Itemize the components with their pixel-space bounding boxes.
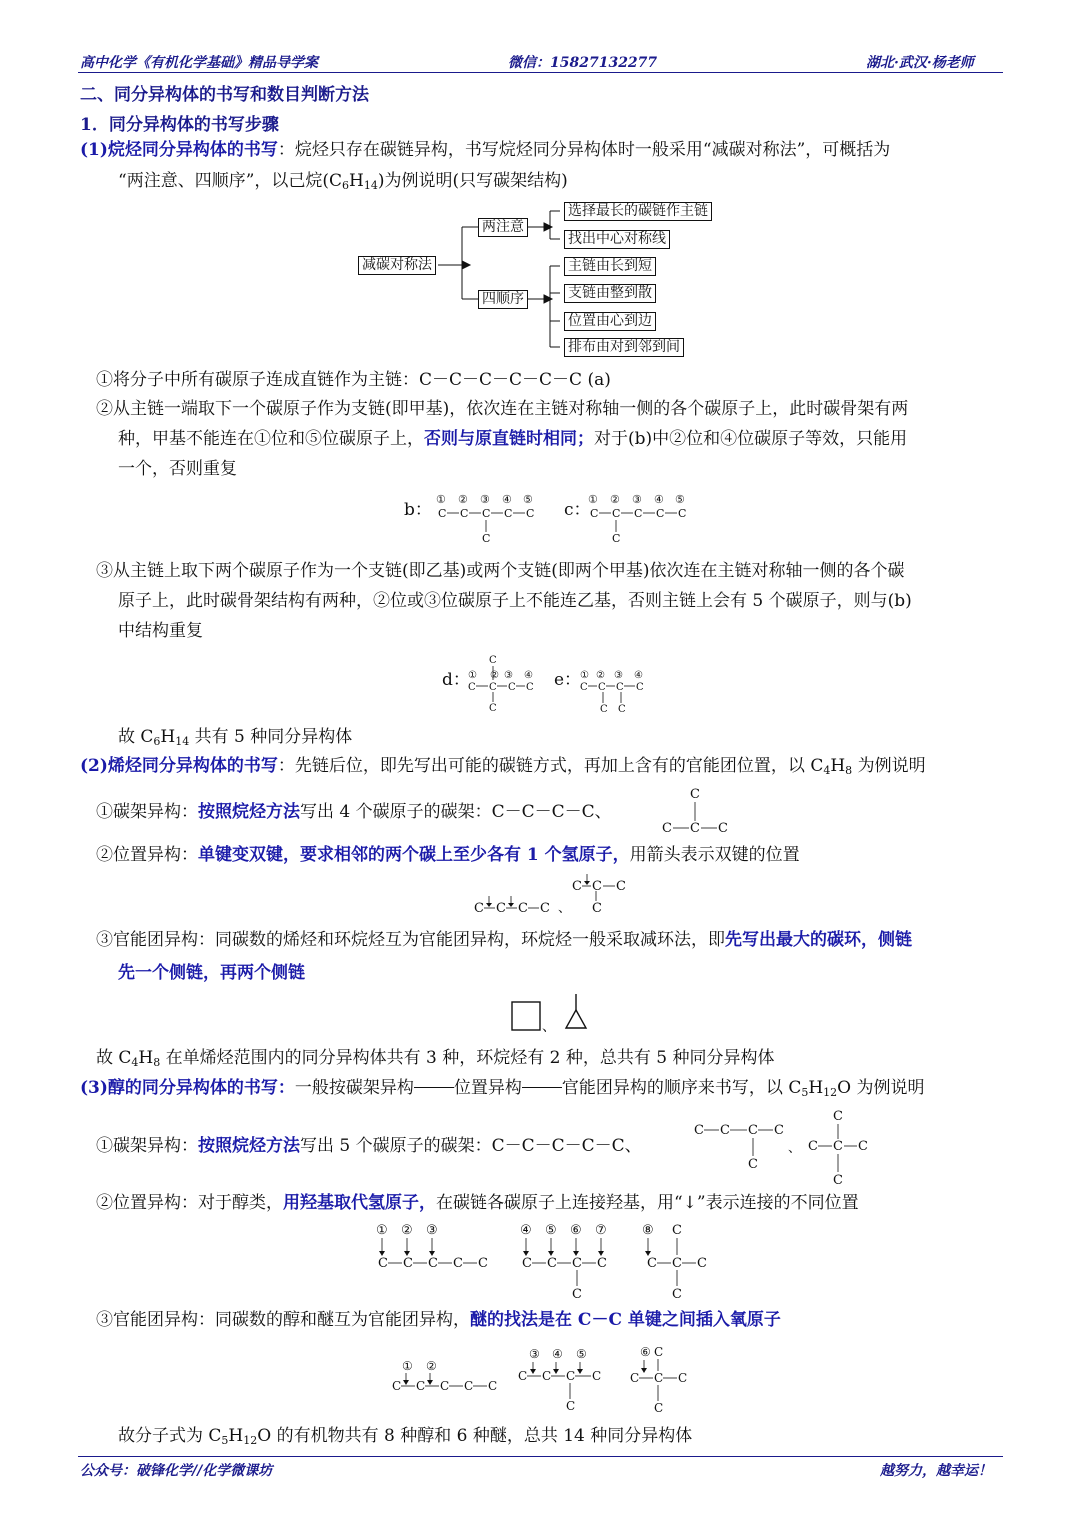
svg-text:⑤: ⑤	[545, 1223, 557, 1238]
svg-text:C: C	[654, 1371, 664, 1385]
header-center: 微信：15827132277	[508, 55, 658, 71]
svg-text:C: C	[580, 682, 588, 693]
svg-text:C: C	[496, 901, 506, 916]
svg-text:④: ④	[654, 493, 664, 506]
svg-text:①: ①	[588, 493, 598, 506]
svg-text:C: C	[612, 532, 621, 545]
svg-text:C: C	[690, 787, 700, 802]
svg-text:④: ④	[634, 670, 643, 681]
svg-text:③: ③	[504, 670, 513, 681]
svg-text:④: ④	[520, 1223, 532, 1238]
svg-text:C: C	[590, 507, 599, 520]
svg-text:C: C	[612, 507, 621, 520]
svg-text:C: C	[654, 1345, 664, 1359]
arrow-icon	[414, 1087, 454, 1088]
header-right: 湖北·武汉·杨老师	[866, 55, 974, 71]
svg-text:C: C	[522, 1256, 532, 1271]
svg-text:C: C	[808, 1139, 818, 1154]
svg-text:C: C	[592, 1369, 602, 1383]
svg-text:C: C	[478, 1256, 488, 1271]
svg-text:、: 、	[558, 901, 572, 916]
svg-text:C: C	[597, 1256, 607, 1271]
svg-text:③: ③	[632, 493, 642, 506]
svg-text:⑤: ⑤	[576, 1347, 587, 1361]
subsection-title: 1．同分异构体的书写步骤	[80, 115, 279, 135]
svg-text:C: C	[718, 821, 728, 836]
tree-root: 减碳对称法	[358, 256, 436, 275]
footer-rule	[78, 1456, 1003, 1457]
svg-text:④: ④	[502, 493, 512, 506]
svg-text:④: ④	[524, 670, 533, 681]
arrow-icon	[522, 1087, 562, 1088]
structure-pentane-frames	[690, 1106, 880, 1190]
svg-text:C: C	[542, 1369, 552, 1383]
svg-text:C: C	[438, 507, 447, 520]
svg-text:C: C	[690, 821, 700, 836]
p1-line2: “两注意、四顺序”，以己烷$(C_6H_{14})$为例说明(只写碳架结构)	[118, 171, 568, 192]
svg-text:①: ①	[468, 670, 477, 681]
svg-text:C: C	[592, 879, 602, 894]
svg-text:C: C	[378, 1256, 388, 1271]
svg-text:C: C	[540, 901, 550, 916]
tree-item: 找出中心对称线	[564, 230, 670, 249]
svg-text:C: C	[428, 1256, 438, 1271]
svg-text:C: C	[636, 682, 644, 693]
svg-text:C: C	[453, 1256, 463, 1271]
alcohol-step2: ②位置异构：对于醇类，用羟基取代氢原子，在碳链各碳原子上连接羟基，用“↓”表示连接的不同位置	[96, 1193, 859, 1213]
p2-line: (2)烯烃同分异构体的书写：先链后位，即先写出可能的碳链方式，再加上含有的官能团位置，以 $C_4H_8$ 为例说明	[80, 756, 926, 777]
svg-text:C: C	[416, 1379, 426, 1393]
svg-text:①: ①	[402, 1359, 413, 1373]
tree-branch-order: 四顺序	[478, 290, 528, 309]
alkene-step3-line2: 先一个侧链，再两个侧链	[118, 963, 305, 983]
step2-line3: 一个，否则重复	[118, 459, 237, 479]
label-b: b：	[404, 500, 432, 520]
tree-item: 主链由长到短	[564, 257, 656, 276]
svg-text:C: C	[616, 879, 626, 894]
svg-text:⑤: ⑤	[523, 493, 533, 506]
alkene-step1: ①碳架异构：按照烷烃方法写出 4 个碳原子的碳架：C－C－C－C、	[96, 802, 612, 822]
step3-line3: 中结构重复	[118, 621, 203, 641]
p1-label: (1)烷烃同分异构体的书写	[80, 140, 278, 160]
svg-text:C: C	[678, 1371, 688, 1385]
svg-text:C: C	[662, 821, 672, 836]
svg-text:C: C	[634, 507, 643, 520]
svg-text:C: C	[833, 1173, 843, 1188]
label-c: c：	[564, 500, 591, 520]
conclusion3: 故分子式为 $C_5H_{12}O$ 的有机物共有 8 种醇和 6 种醚，总共 14 种同分异构体	[118, 1426, 693, 1447]
svg-text:①: ①	[436, 493, 446, 506]
alcohol-step1: ①碳架异构：按照烷烃方法写出 5 个碳原子的碳架：C－C－C－C－C、	[96, 1136, 642, 1156]
svg-text:C: C	[526, 682, 534, 693]
svg-text:C: C	[482, 507, 491, 520]
svg-text:C: C	[566, 1399, 576, 1413]
svg-text:③: ③	[529, 1347, 540, 1361]
svg-text:C: C	[833, 1109, 843, 1124]
structure-b	[430, 490, 540, 546]
svg-text:C: C	[403, 1256, 413, 1271]
svg-text:C: C	[489, 655, 497, 666]
svg-text:C: C	[654, 1401, 664, 1415]
structure-d	[464, 650, 544, 714]
tree-branch-attention: 两注意	[478, 218, 528, 237]
structure-alcohol-positions	[370, 1220, 720, 1304]
step2-line1: ②从主链一端取下一个碳原子作为支链(即甲基)，依次连在主链对称轴一侧的各个碳原子上，此时碳骨架有两	[96, 399, 909, 419]
svg-text:C: C	[572, 1256, 582, 1271]
svg-text:C: C	[566, 1369, 576, 1383]
tree-item: 排布由对到邻到间	[564, 338, 684, 357]
svg-text:C: C	[598, 682, 606, 693]
svg-text:C: C	[694, 1123, 704, 1138]
svg-text:C: C	[748, 1123, 758, 1138]
svg-text:、: 、	[788, 1141, 802, 1156]
structure-ether-positions	[386, 1340, 706, 1420]
svg-text:C: C	[672, 1256, 682, 1271]
svg-text:C: C	[697, 1256, 707, 1271]
svg-text:C: C	[547, 1256, 557, 1271]
svg-text:C: C	[833, 1139, 843, 1154]
svg-text:②: ②	[401, 1223, 413, 1238]
svg-text:②: ②	[426, 1359, 437, 1373]
structure-c	[582, 490, 692, 546]
svg-text:C: C	[600, 704, 608, 715]
structure-isobutane-frame	[660, 784, 740, 840]
svg-text:C: C	[858, 1139, 868, 1154]
svg-text:C: C	[392, 1379, 402, 1393]
svg-text:C: C	[647, 1256, 657, 1271]
svg-text:C: C	[616, 682, 624, 693]
svg-text:⑥: ⑥	[640, 1345, 651, 1359]
svg-text:C: C	[630, 1371, 640, 1385]
svg-text:①: ①	[376, 1223, 388, 1238]
svg-text:C: C	[592, 901, 602, 916]
tree-item: 位置由心到边	[564, 312, 656, 331]
header-left: 高中化学《有机化学基础》精品导学案	[80, 55, 318, 71]
svg-text:⑧: ⑧	[642, 1223, 654, 1238]
label-d: d：	[442, 670, 470, 690]
svg-text:C: C	[504, 507, 513, 520]
svg-text:C: C	[526, 507, 535, 520]
label-e: e：	[554, 670, 582, 690]
svg-text:C: C	[618, 704, 626, 715]
svg-text:③: ③	[480, 493, 490, 506]
svg-text:C: C	[489, 682, 497, 693]
conclusion1: 故 $C_6H_{14}$ 共有 5 种同分异构体	[118, 727, 353, 748]
tree-item: 支链由整到散	[564, 284, 656, 303]
svg-text:C: C	[474, 901, 484, 916]
structure-e	[576, 660, 656, 716]
step2-line2: 种，甲基不能连在①位和⑤位碳原子上，否则与原直链时相同；对于(b)中②位和④位碳原子等效，只能用	[118, 429, 908, 449]
section-title: 二、同分异构体的书写和数目判断方法	[80, 85, 369, 105]
tree-item: 选择最长的碳链作主链	[564, 202, 712, 221]
svg-text:②: ②	[596, 670, 605, 681]
svg-text:②: ②	[610, 493, 620, 506]
structure-alkene-positions	[470, 872, 630, 920]
svg-text:C: C	[440, 1379, 450, 1393]
svg-text:⑤: ⑤	[675, 493, 685, 506]
p3-line: (3)醇的同分异构体的书写：一般按碳架异构 位置异构 官能团异构的顺序来书写，以 $C_5H_{12}O$ 为例说明	[80, 1078, 925, 1099]
svg-text:C: C	[468, 682, 476, 693]
svg-text:C: C	[489, 703, 497, 714]
step1: ①将分子中所有碳原子连成直链作为主链：C－C－C－C－C－C (a)	[96, 370, 611, 390]
svg-text:③: ③	[614, 670, 623, 681]
svg-text:C: C	[748, 1157, 758, 1172]
svg-text:①: ①	[580, 670, 589, 681]
svg-text:C: C	[656, 507, 665, 520]
svg-text:C: C	[460, 507, 469, 520]
step3-line2: 原子上，此时碳骨架结构有两种，②位或③位碳原子上不能连乙基，否则主链上会有 5 个碳原子，则与(b)	[118, 591, 912, 611]
svg-text:C: C	[508, 682, 516, 693]
svg-text:C: C	[518, 1369, 528, 1383]
footer-left: 公众号：破锋化学//化学微课坊	[80, 1463, 273, 1479]
svg-text:C: C	[518, 901, 528, 916]
svg-text:C: C	[720, 1123, 730, 1138]
svg-text:C: C	[572, 1287, 582, 1302]
svg-text:②: ②	[490, 670, 499, 681]
svg-text:③: ③	[426, 1223, 438, 1238]
svg-text:C: C	[572, 879, 582, 894]
svg-text:④: ④	[552, 1347, 563, 1361]
alcohol-step3: ③官能团异构：同碳数的醇和醚互为官能团异构，醚的找法是在 C－C 单键之间插入氧原子	[96, 1310, 781, 1330]
svg-text:C: C	[464, 1379, 474, 1393]
p1-line1: (1)烷烃同分异构体的书写：烷烃只存在碳链异构，书写烷烃同分异构体时一般采用“减碳对称法”，可概括为	[80, 140, 891, 160]
conclusion2: 故 $C_4H_8$ 在单烯烃范围内的同分异构体共有 3 种，环烷烃有 2 种，总共有 5 种同分异构体	[96, 1048, 775, 1069]
alkene-step3-line1: ③官能团异构：同碳数的烯烃和环烷烃互为官能团异构，环烷烃一般采取减环法，即先写出最大的碳环，侧链	[96, 930, 912, 950]
alkene-step2: ②位置异构：单键变双键，要求相邻的两个碳上至少各有 1 个氢原子，用箭头表示双键的位置	[96, 845, 800, 865]
svg-text:②: ②	[458, 493, 468, 506]
structure-cycloalkanes	[508, 990, 598, 1034]
footer-right: 越努力，越幸运！	[880, 1463, 992, 1479]
svg-text:、: 、	[542, 1019, 556, 1034]
svg-text:C: C	[482, 532, 491, 545]
svg-text:C: C	[678, 507, 687, 520]
svg-text:⑦: ⑦	[595, 1223, 607, 1238]
svg-text:C: C	[672, 1287, 682, 1302]
svg-text:C: C	[774, 1123, 784, 1138]
svg-text:C: C	[488, 1379, 498, 1393]
step3-line1: ③从主链上取下两个碳原子作为一个支链(即乙基)或两个支链(即两个甲基)依次连在主链对称轴一侧的各个碳	[96, 561, 905, 581]
header-rule	[78, 72, 1003, 73]
svg-text:C: C	[672, 1223, 682, 1238]
svg-text:⑥: ⑥	[570, 1223, 582, 1238]
